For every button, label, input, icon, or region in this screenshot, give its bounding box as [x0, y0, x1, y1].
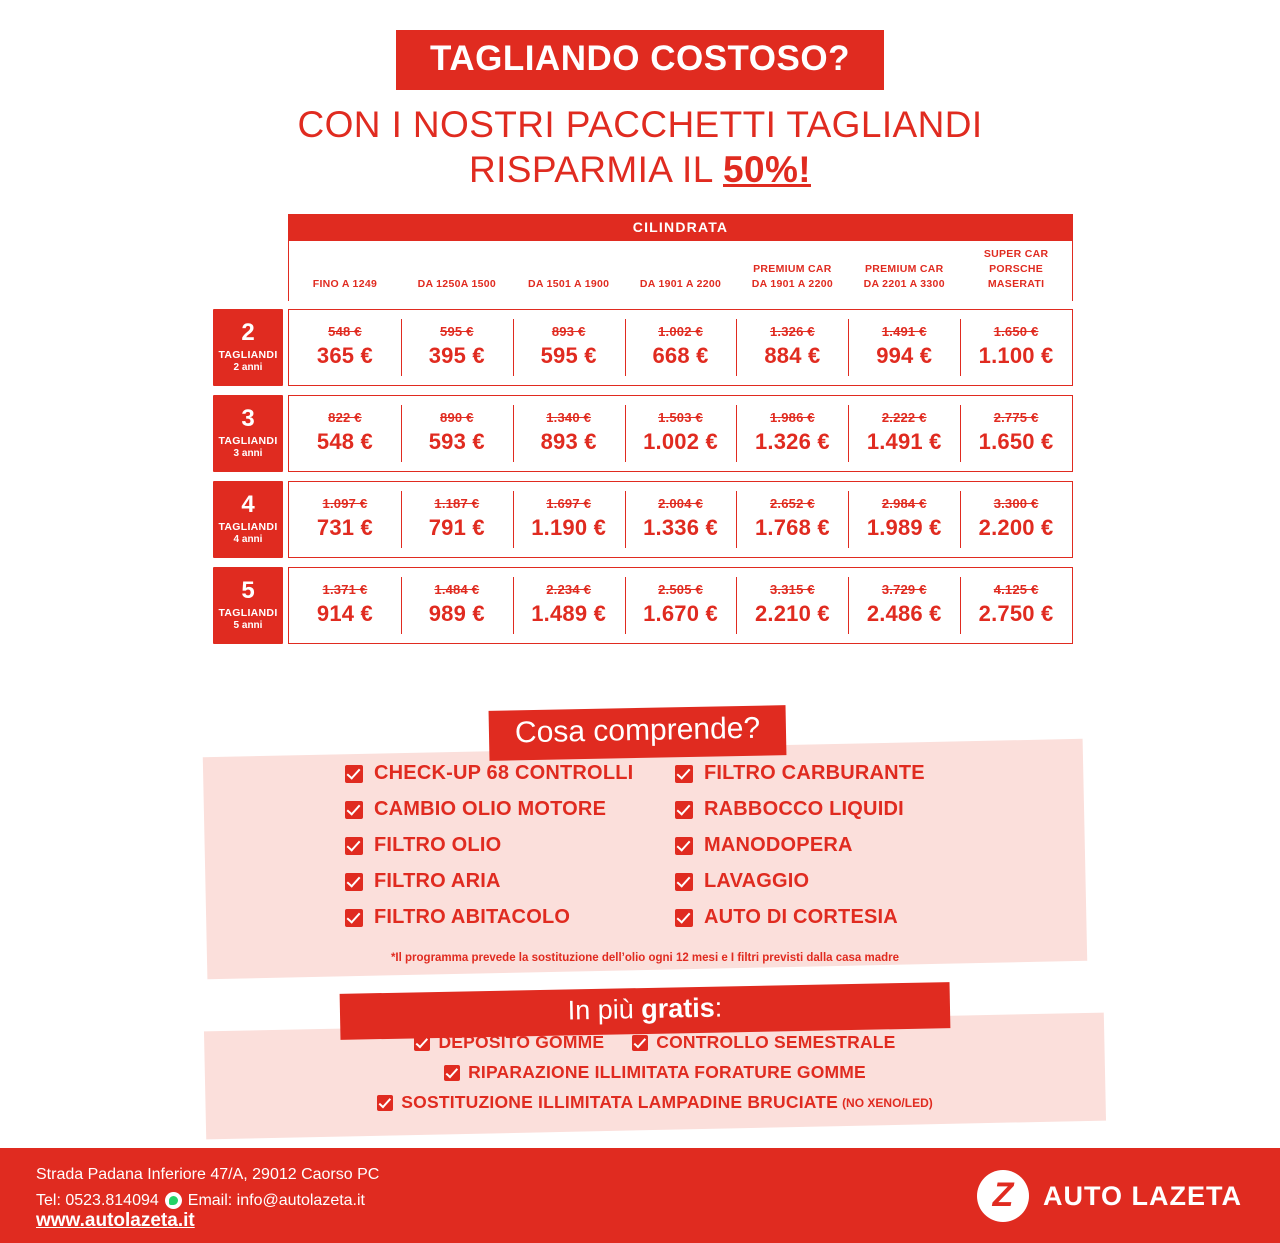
column-header-label: DA 1501 A 1900 [528, 278, 610, 291]
list-item-label: SOSTITUZIONE ILLIMITATA LAMPADINE BRUCIATE [401, 1092, 839, 1112]
new-price: 989 € [428, 600, 485, 626]
column-header-top: PREMIUM CAR [864, 263, 944, 276]
row-label [213, 309, 283, 386]
column-header-label: DA 1901 A 2200 [751, 278, 833, 291]
new-price: 1.190 € [531, 514, 607, 540]
table-row [213, 567, 1073, 644]
row-cells [288, 395, 1073, 472]
check-icon [675, 873, 693, 891]
price-cell [625, 482, 737, 557]
extras-row [205, 1092, 1105, 1113]
footer-address: Strada Padana Inferiore 47/A, 29012 Caorso PC [36, 1166, 380, 1183]
column-header-top: PREMIUM CAR [753, 263, 832, 276]
price-cell [401, 310, 513, 385]
list-item-label: FILTRO ABITACOLO [374, 906, 571, 928]
new-price: 791 € [428, 514, 485, 540]
price-cell [736, 310, 848, 385]
old-price: 1.503 € [658, 409, 703, 425]
row-label [213, 481, 283, 558]
new-price: 1.491 € [866, 428, 942, 454]
check-icon [345, 801, 363, 819]
old-price: 1.371 € [322, 581, 368, 597]
check-icon [675, 909, 693, 927]
column-header [513, 247, 625, 293]
row-number: 2 [241, 319, 255, 347]
old-price: 2.652 € [769, 495, 815, 511]
list-item [414, 1032, 604, 1053]
list-item [675, 870, 975, 893]
list-item-label: CAMBIO OLIO MOTORE [374, 798, 607, 820]
old-price: 2.775 € [993, 409, 1039, 425]
old-price: 2.505 € [658, 581, 703, 597]
price-cell [960, 310, 1072, 385]
list-item [345, 798, 675, 821]
list-item-note: (NO XENO/LED) [842, 1095, 933, 1110]
table-row [213, 395, 1073, 472]
new-price: 1.650 € [978, 428, 1054, 454]
new-price: 914 € [316, 600, 373, 626]
old-price: 548 € [328, 323, 362, 339]
column-header-label: DA 1901 A 2200 [639, 278, 722, 291]
brand-logo [977, 1170, 1242, 1222]
new-price: 365 € [316, 342, 373, 368]
header [0, 30, 1280, 192]
new-price: 1.002 € [643, 428, 718, 454]
list-item-label: AUTO DI CORTESIA [704, 906, 898, 928]
price-cell [960, 396, 1072, 471]
footer-contact [36, 1162, 379, 1213]
new-price: 395 € [428, 342, 485, 368]
price-cell [848, 568, 960, 643]
price-cell [401, 396, 513, 471]
price-cell [513, 568, 625, 643]
price-cell [736, 482, 848, 557]
column-header [960, 247, 1072, 293]
check-icon [414, 1035, 430, 1051]
new-price: 595 € [540, 342, 597, 368]
whatsapp-icon [165, 1192, 182, 1209]
list-item [675, 906, 975, 929]
new-price: 1.670 € [643, 600, 718, 626]
new-price: 893 € [540, 428, 597, 454]
list-item [345, 762, 675, 785]
list-item [345, 834, 675, 857]
old-price: 1.002 € [658, 323, 703, 339]
includes-note: *Il programma prevede la sostituzione dell’olio ogni 12 mesi e I filtri previsti dalla casa madre [390, 952, 900, 964]
old-price: 1.986 € [769, 409, 815, 425]
old-price: 1.097 € [322, 495, 368, 511]
new-price: 1.100 € [978, 342, 1054, 368]
list-item-label: CONTROLLO SEMESTRALE [656, 1032, 896, 1052]
check-icon [675, 765, 693, 783]
old-price: 4.125 € [993, 581, 1039, 597]
column-header [625, 247, 737, 293]
list-item-label: RABBOCCO LIQUIDI [704, 798, 904, 820]
column-header [401, 247, 513, 293]
old-price: 1.697 € [546, 495, 592, 511]
header-subtitle-line2-pre: RISPARMIA IL [469, 149, 723, 191]
price-cell [401, 568, 513, 643]
price-cell [960, 568, 1072, 643]
column-header-label: PORSCHE MASERATI [987, 263, 1045, 291]
list-item [675, 762, 975, 785]
old-price: 1.340 € [546, 409, 592, 425]
column-header [848, 247, 960, 293]
new-price: 593 € [428, 428, 485, 454]
row-years: 2 anni [233, 362, 263, 374]
extras-title-post: : [714, 992, 723, 1023]
logo-letter: Z [992, 1176, 1014, 1214]
list-item [444, 1062, 866, 1083]
column-header-top: SUPER CAR [983, 248, 1049, 260]
old-price: 2.004 € [658, 495, 703, 511]
price-cell [289, 310, 401, 385]
extras-title-strong: gratis [640, 992, 716, 1025]
check-icon [444, 1065, 460, 1081]
row-title: TAGLIANDI [218, 435, 278, 448]
column-header-label: DA 2201 A 3300 [863, 278, 945, 291]
row-years: 3 anni [233, 448, 263, 460]
check-icon [345, 837, 363, 855]
price-cell [289, 396, 401, 471]
list-item-label: FILTRO ARIA [374, 870, 501, 892]
new-price: 1.489 € [531, 600, 607, 626]
new-price: 1.989 € [866, 514, 942, 540]
check-icon [675, 801, 693, 819]
price-cell [848, 482, 960, 557]
extras-row [205, 1062, 1105, 1083]
list-item [345, 870, 675, 893]
check-icon [345, 909, 363, 927]
old-price: 890 € [440, 409, 474, 425]
logo-text: AUTO LAZETA [1043, 1180, 1242, 1211]
footer [0, 1148, 1280, 1243]
old-price: 1.484 € [434, 581, 480, 597]
table-group-header: CILINDRATA [288, 214, 1073, 241]
logo-z-icon [977, 1170, 1029, 1222]
column-header-label: DA 1250A 1500 [417, 278, 496, 291]
list-item-label: RIPARAZIONE ILLIMITATA FORATURE GOMME [468, 1062, 866, 1082]
header-banner: TAGLIANDO COSTOSO? [396, 30, 884, 90]
price-cell [289, 568, 401, 643]
new-price: 548 € [316, 428, 373, 454]
old-price: 3.300 € [993, 495, 1039, 511]
price-cell [625, 396, 737, 471]
row-title: TAGLIANDI [218, 349, 278, 362]
price-cell [960, 482, 1072, 557]
check-icon [632, 1035, 648, 1051]
row-title: TAGLIANDI [218, 607, 278, 620]
list-item [675, 798, 975, 821]
old-price: 2.222 € [881, 409, 927, 425]
list-item [675, 834, 975, 857]
row-cells [288, 567, 1073, 644]
new-price: 2.210 € [754, 600, 830, 626]
footer-website-link[interactable]: www.autolazeta.it [36, 1210, 195, 1231]
list-item [632, 1032, 895, 1053]
list-item-label: MANODOPERA [704, 834, 853, 856]
includes-column-left [345, 762, 675, 942]
price-cell [736, 568, 848, 643]
table-row [213, 481, 1073, 558]
column-header-label: FINO A 1249 [312, 278, 378, 291]
includes-title: Cosa comprende? [489, 705, 787, 761]
header-subtitle-line2 [0, 147, 1280, 192]
price-cell [736, 396, 848, 471]
row-label [213, 395, 283, 472]
list-item-label: CHECK-UP 68 CONTROLLI [374, 762, 634, 784]
row-cells [288, 309, 1073, 386]
list-item-label: DEPOSITO GOMME [438, 1032, 605, 1052]
includes-column-right [675, 762, 975, 942]
price-cell [513, 310, 625, 385]
row-number: 3 [241, 405, 255, 433]
price-cell [513, 396, 625, 471]
header-subtitle-line1: CON I NOSTRI PACCHETTI TAGLIANDI [297, 104, 983, 145]
footer-email[interactable]: Email: info@autolazeta.it [187, 1191, 365, 1209]
row-years: 4 anni [233, 534, 263, 546]
old-price: 595 € [440, 323, 474, 339]
table-row [213, 309, 1073, 386]
list-item-label: FILTRO CARBURANTE [704, 762, 925, 784]
price-cell [625, 310, 737, 385]
price-table [213, 214, 1073, 653]
column-header [289, 247, 401, 293]
list-item [345, 906, 675, 929]
new-price: 1.768 € [754, 514, 830, 540]
old-price: 3.315 € [769, 581, 815, 597]
old-price: 2.984 € [881, 495, 927, 511]
extras-row [205, 1032, 1105, 1053]
header-subtitle [0, 102, 1280, 192]
extras-list [205, 1032, 1105, 1122]
price-cell [848, 396, 960, 471]
new-price: 994 € [876, 342, 933, 368]
column-header [736, 247, 848, 293]
new-price: 2.750 € [978, 600, 1054, 626]
old-price: 1.326 € [769, 323, 815, 339]
header-discount: 50%! [723, 149, 811, 191]
row-title: TAGLIANDI [218, 521, 278, 534]
row-cells [288, 481, 1073, 558]
footer-phone: Tel: 0523.814094 [36, 1191, 159, 1209]
old-price: 3.729 € [881, 581, 927, 597]
old-price: 822 € [328, 409, 362, 425]
row-label [213, 567, 283, 644]
new-price: 731 € [316, 514, 373, 540]
old-price: 2.234 € [546, 581, 592, 597]
new-price: 884 € [764, 342, 821, 368]
old-price: 1.187 € [434, 495, 480, 511]
price-cell [513, 482, 625, 557]
check-icon [377, 1095, 393, 1111]
row-number: 5 [241, 577, 255, 605]
new-price: 2.200 € [978, 514, 1054, 540]
old-price: 893 € [551, 323, 586, 339]
check-icon [345, 765, 363, 783]
list-item-label: FILTRO OLIO [374, 834, 502, 856]
price-cell [625, 568, 737, 643]
check-icon [345, 873, 363, 891]
list-item-label: LAVAGGIO [704, 870, 810, 892]
new-price: 1.336 € [643, 514, 718, 540]
list-item [377, 1092, 932, 1113]
row-number: 4 [241, 491, 255, 519]
extras-title-pre: In più [567, 994, 642, 1026]
new-price: 668 € [652, 342, 709, 368]
row-years: 5 anni [233, 620, 263, 632]
new-price: 1.326 € [754, 428, 830, 454]
price-cell [401, 482, 513, 557]
price-cell [289, 482, 401, 557]
price-cell [848, 310, 960, 385]
check-icon [675, 837, 693, 855]
old-price: 1.491 € [881, 323, 927, 339]
includes-list [345, 762, 985, 942]
old-price: 1.650 € [993, 323, 1039, 339]
new-price: 2.486 € [866, 600, 942, 626]
table-column-headers [288, 241, 1073, 301]
